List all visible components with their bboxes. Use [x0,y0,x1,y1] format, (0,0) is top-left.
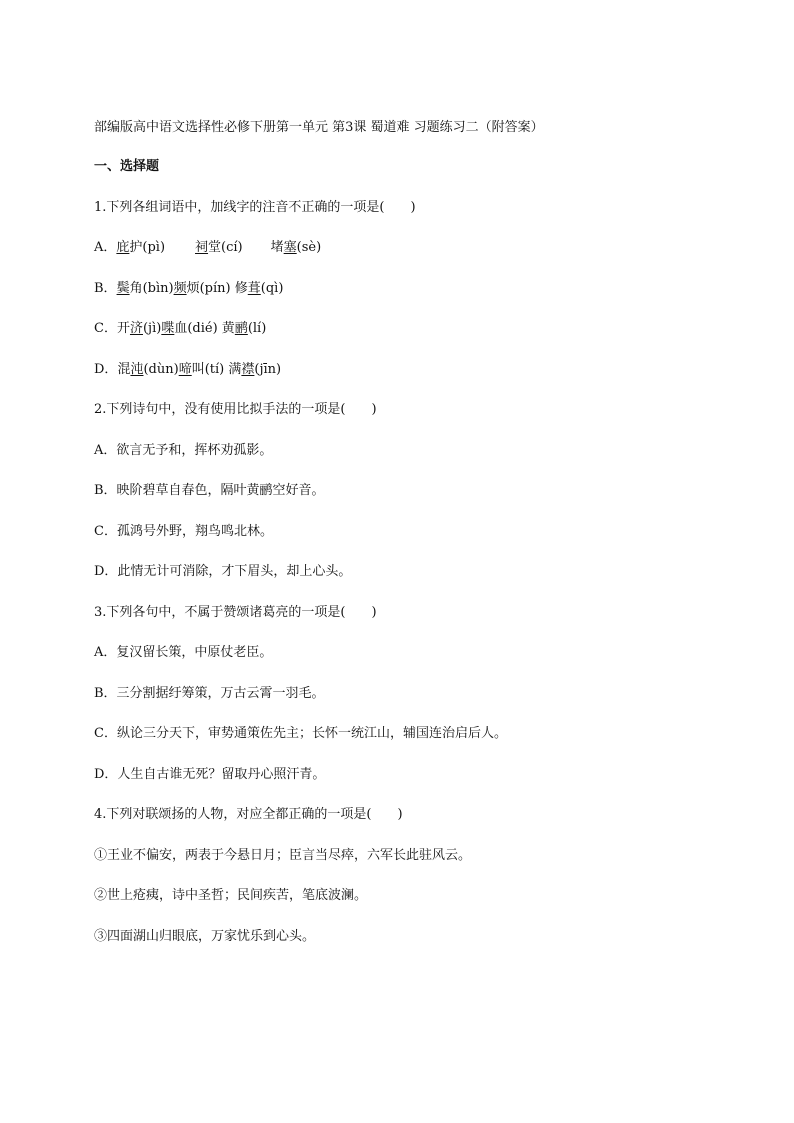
underlined-char: 鬓 [116,280,130,296]
underlined-char: 喋 [161,321,175,336]
section-heading: 一、选择题 [94,159,160,174]
option-label: A． [94,240,117,255]
underlined-char: 啼 [178,361,192,377]
underlined-char: 鹂 [234,321,248,336]
question-2-option-d: D．此情无计可消除，才下眉头，却上心头。 [94,564,352,579]
question-3-option-c: C．纵论三分天下，审势通策佐先主；长怀一统江山，辅国连治启后人。 [94,726,507,741]
underlined-char: 葺 [247,280,261,296]
underlined-char: 频 [173,280,187,296]
question-2-stem: 2.下列诗句中，没有使用比拟手法的一项是( ) [94,402,377,417]
option-label: C． [94,321,117,336]
question-4-stem: 4.下列对联颂扬的人物，对应全都正确的一项是( ) [94,807,403,822]
question-3-option-a: A．复汉留长策，中原仗老臣。 [94,645,273,660]
question-4-couplet-2: ②世上疮痍，诗中圣哲；民间疾苦，笔底波澜。 [94,888,368,903]
question-3-option-d: D．人生自古谁无死？留取丹心照汗青。 [94,766,326,782]
question-1-option-b: B．鬓角(bìn)频烦(pín) 修葺(qì) [94,280,284,296]
option-label: B． [94,280,117,296]
underlined-char: 襟 [241,361,255,377]
underlined-char: 沌 [130,361,144,377]
question-2-option-c: C．孤鸿号外野，翔鸟鸣北林。 [94,523,273,539]
document-content [94,118,734,967]
question-4-couplet-3: ③四面湖山归眼底，万家忧乐到心头。 [94,928,316,944]
underlined-char: 塞 [283,240,297,255]
question-1-option-c: C．开济(jì)喋血(dié) 黄鹂(lí) [94,321,267,336]
question-1-option-a: A．庇护(pì) 祠堂(cí) 堵塞(sè) [94,240,322,255]
question-2-option-a: A．欲言无予和，挥杯劝孤影。 [94,442,273,458]
underlined-char: 济 [129,321,143,336]
question-3-stem: 3.下列各句中，不属于赞颂诸葛亮的一项是( ) [94,604,377,620]
question-4-couplet-1: ①王业不偏安，两表于今悬日月；臣言当尽瘁，六军长此驻风云。 [94,847,472,863]
question-1-stem: 1.下列各组词语中，加线字的注音不正确的一项是( ) [94,199,416,215]
underlined-char: 庇 [116,240,130,255]
question-2-option-b: B．映阶碧草自春色，隔叶黄鹂空好音。 [94,483,325,498]
question-1-option-d: D．混沌(dùn)啼叫(tí) 满襟(jīn) [94,361,282,377]
question-3-option-b: B．三分割据纡筹策，万古云霄一羽毛。 [94,685,325,701]
option-label: D． [94,361,118,377]
underlined-char: 祠 [195,240,209,255]
document-title: 部编版高中语文选择性必修下册第一单元 第3课 蜀道难 习题练习二（附答案） [94,120,544,135]
